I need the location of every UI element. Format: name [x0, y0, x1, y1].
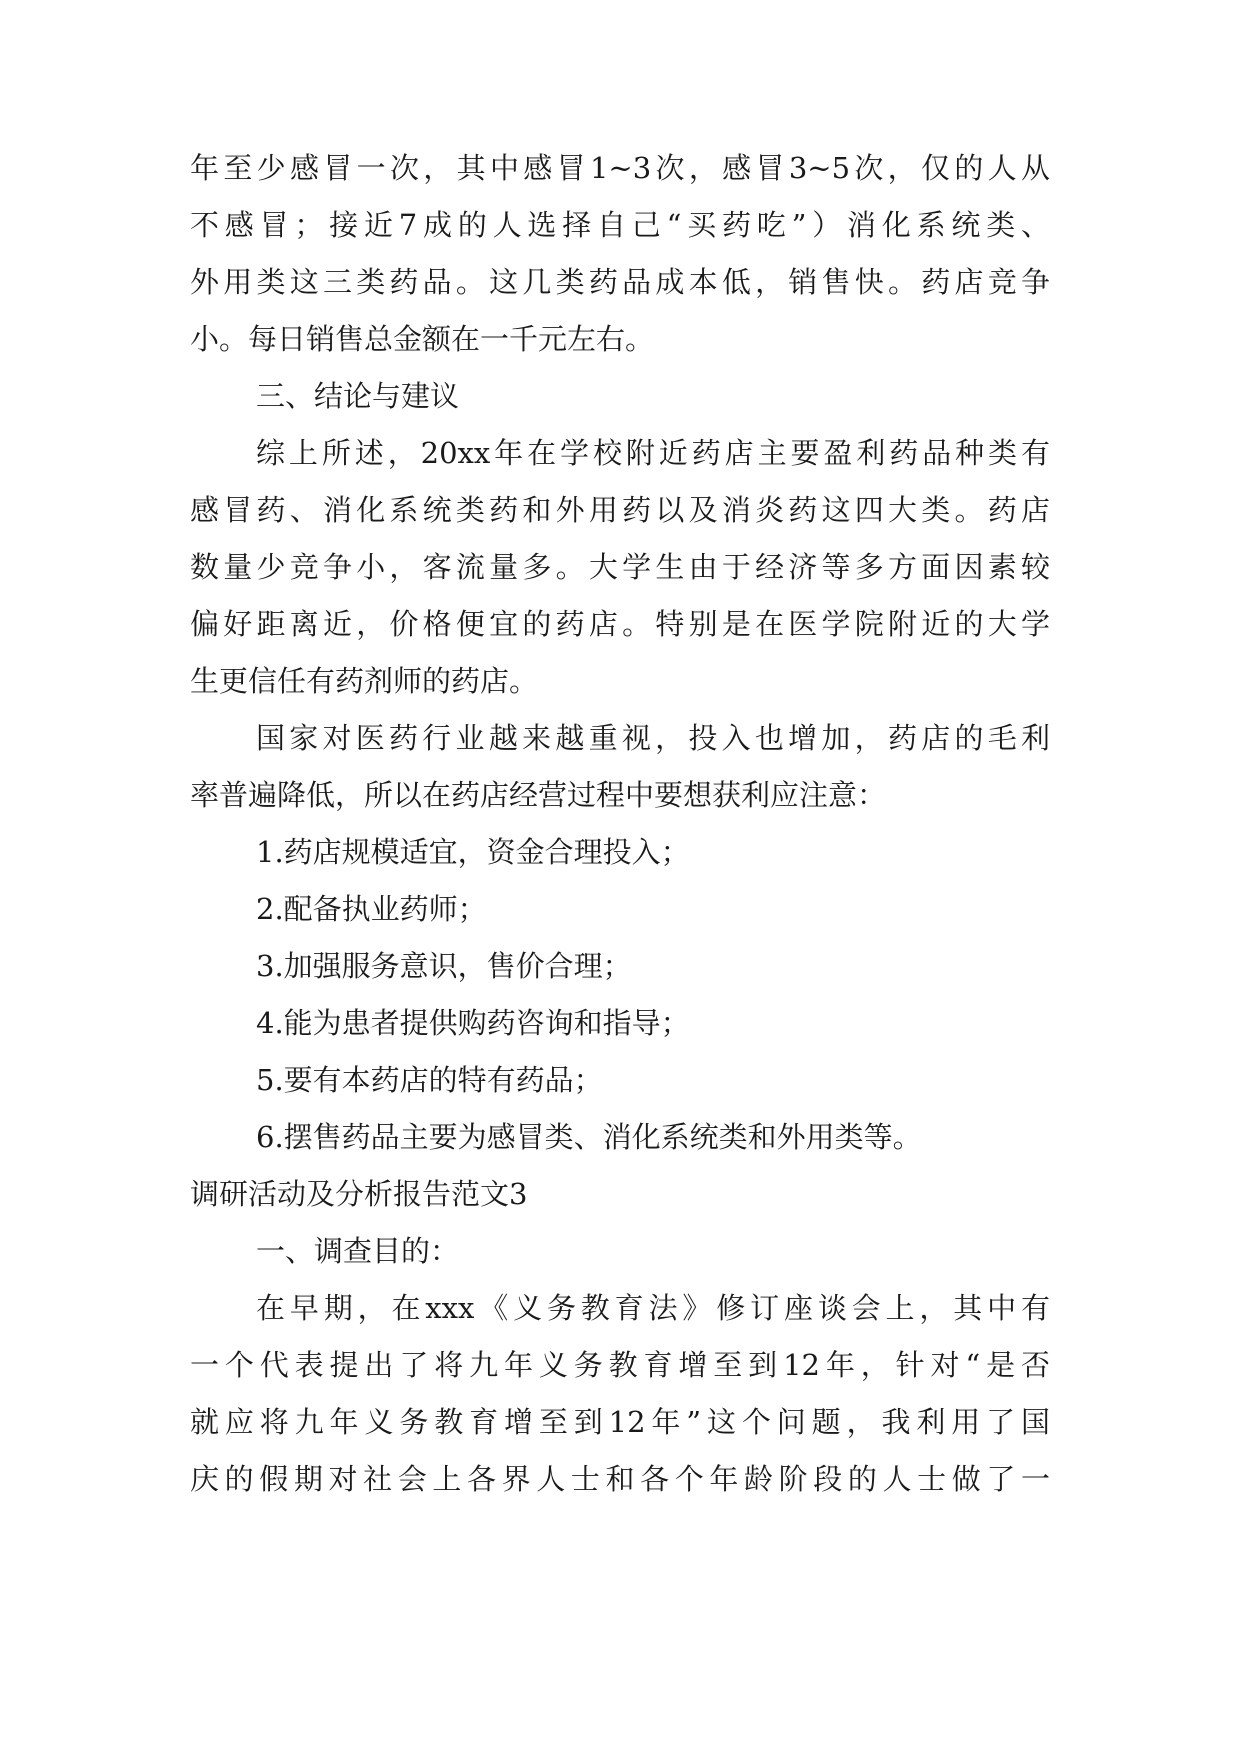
paragraph-line: 在早期，在xxx《义务教育法》修订座谈会上，其中有 [256, 1291, 1050, 1325]
list-item: 6.摆售药品主要为感冒类、消化系统类和外用类等。 [256, 1120, 922, 1154]
paragraph-line: 就应将九年义务教育增至到12年”这个问题，我利用了国 [190, 1405, 1050, 1439]
paragraph-line: 偏好距离近，价格便宜的药店。特别是在医学院附近的大学 [190, 607, 1050, 641]
list-item: 1.药店规模适宜，资金合理投入； [256, 835, 690, 869]
paragraph-line: 综上所述，20xx年在学校附近药店主要盈利药品种类有 [256, 436, 1050, 470]
paragraph-line: 庆的假期对社会上各界人士和各个年龄阶段的人士做了一 [190, 1462, 1050, 1496]
paragraph-line: 不感冒；接近7成的人选择自己“买药吃”）消化系统类、 [190, 208, 1050, 242]
paragraph-line: 一个代表提出了将九年义务教育增至到12年，针对“是否 [190, 1348, 1050, 1382]
section-heading: 一、调查目的： [256, 1234, 460, 1268]
paragraph-line: 年至少感冒一次，其中感冒1~3次，感冒3~5次，仅的人从 [190, 151, 1050, 185]
document-title: 调研活动及分析报告范文3 [190, 1177, 528, 1211]
paragraph-line: 生更信任有药剂师的药店。 [190, 664, 539, 698]
paragraph-line: 国家对医药行业越来越重视，投入也增加，药店的毛利 [256, 721, 1050, 755]
paragraph-line: 外用类这三类药品。这几类药品成本低，销售快。药店竞争 [190, 265, 1050, 299]
list-item: 5.要有本药店的特有药品； [256, 1063, 603, 1097]
paragraph-line: 率普遍降低，所以在药店经营过程中要想获利应注意： [190, 778, 887, 812]
list-item: 3.加强服务意识，售价合理； [256, 949, 632, 983]
paragraph-line: 小。每日销售总金额在一千元左右。 [190, 322, 655, 356]
section-heading: 三、结论与建议 [256, 379, 460, 413]
paragraph-line: 感冒药、消化系统类药和外用药以及消炎药这四大类。药店 [190, 493, 1050, 527]
list-item: 2.配备执业药师； [256, 892, 487, 926]
list-item: 4.能为患者提供购药咨询和指导； [256, 1006, 690, 1040]
paragraph-line: 数量少竞争小，客流量多。大学生由于经济等多方面因素较 [190, 550, 1050, 584]
